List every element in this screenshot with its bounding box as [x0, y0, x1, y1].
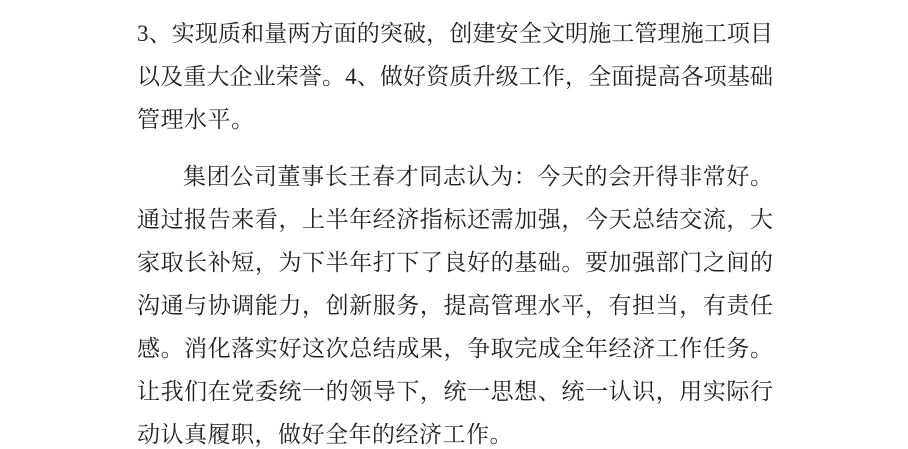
text-line: 通过报告来看，上半年经济指标还需加强，今天总结交流，大: [137, 207, 773, 232]
paragraph-1: [137, 12, 773, 141]
text-line: 沟通与协调能力，创新服务，提高管理水平，有担当，有责任: [137, 293, 773, 318]
text-line: 管理水平。: [137, 107, 255, 132]
text-line: 集团公司董事长王春才同志认为：今天的会开得非常好。: [183, 164, 773, 189]
text-line: 3、实现质和量两方面的突破，创建安全文明施工管理施工项目: [137, 21, 773, 46]
text-line: 让我们在党委统一的领导下，统一思想、统一认识，用实际行: [137, 379, 773, 404]
text-line: 动认真履职，做好全年的经济工作。: [137, 422, 513, 447]
text-line: 感。消化落实好这次总结成果，争取完成全年经济工作任务。: [137, 336, 773, 361]
paragraph-2: [137, 155, 773, 449]
text-block: [137, 12, 773, 449]
text-line: 以及重大企业荣誉。4、做好资质升级工作，全面提高各项基础: [137, 64, 773, 89]
text-line: 家取长补短，为下半年打下了良好的基础。要加强部门之间的: [137, 250, 773, 275]
